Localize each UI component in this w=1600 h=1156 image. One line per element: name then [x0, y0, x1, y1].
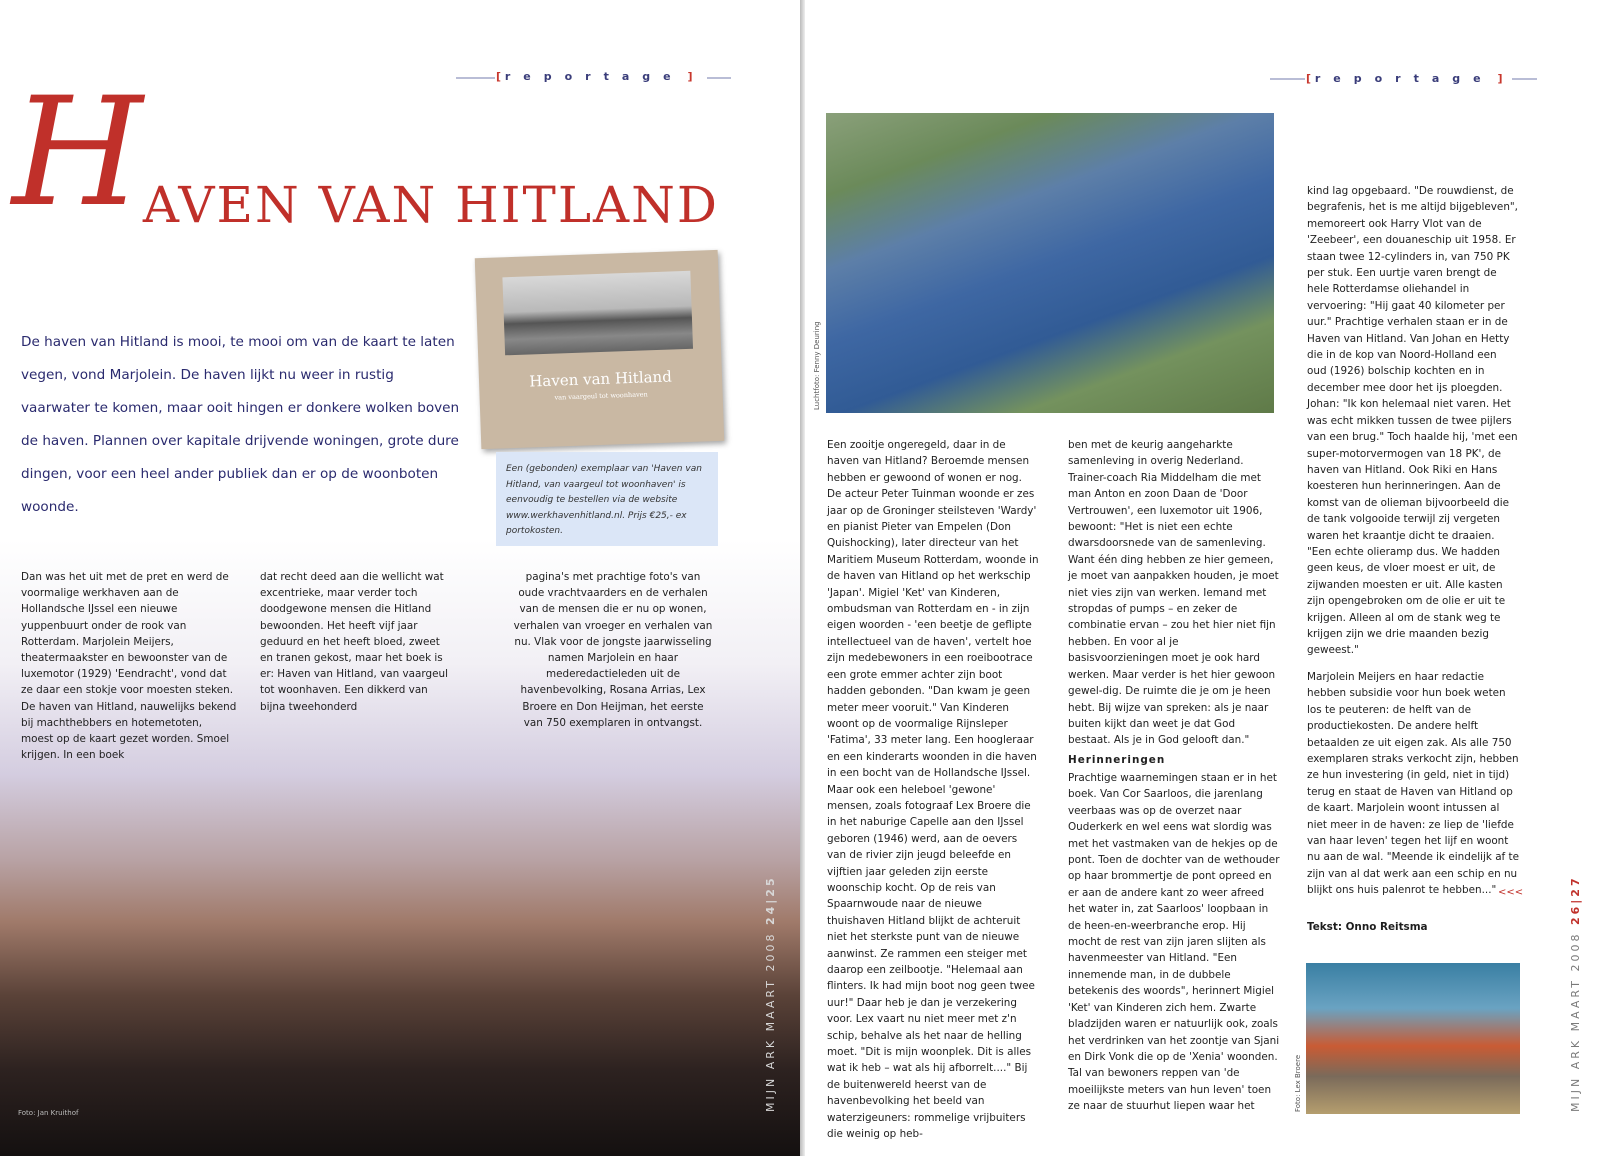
section-kicker-right: [ reportage ] — [1306, 72, 1503, 85]
page-folio-right — [1569, 875, 1582, 1112]
photo-credit: Foto: Jan Kruithof — [18, 1109, 79, 1117]
kicker-label: reportage — [504, 70, 684, 83]
aerial-harbour-photo — [826, 113, 1274, 413]
right-column-3a: kind lag opgebaard. "De rouwdienst, de begrafenis, het is me altijd bijgebleven", memoreert ook Harry Vlot van de 'Zeebeer', een douaneschip uit 1958. Er staan twee 12-cylinders in, van 750 PK per stuk. Een uurtje varen brengt de hele Rotterdamse oliehandel in vervoering: "Hij gaat 40 kilometer per uur." Prachtige verhalen staan er in de Haven van Hitland. Van Johan en Hetty die in de kop van Noord-Holland een oud (1926) bolschip kochten en in december mee door het ijs ploegden. Johan: "Ik kon helemaal niet varen. Het was echt mikken tussen de twee pijlers van een brug." Toch haalde hij, 'met een super-motorvermogen van 18 PK', de haven van Hitland. Ook Riki en Hans koesteren hun herinneringen. Aan de komst van de olieman bijvoorbeeld die de tank volgooide terwijl zij vergeten waren het kraantje dicht te draaien. "Een echte olieramp dus. We hadden geen keus, de vloer moest er uit, de zijwanden moesten er uit. Alle kasten zijn opengebroken om de olie er uit te krijgen. Alleen al om de stank weg te krijgen zijn we drie maanden bezig geweest." — [1307, 185, 1518, 657]
body-column-1: Dan was het uit met de pret en werd de voormalige werkhaven aan de Hollandsche IJssel een nieuwe yuppenbuurt onder de rook van Rotterdam. Marjolein Meijers, theatermaakster en bewoonster van de luxemotor (1929) 'Eendracht', vond dat ze daar een stokje voor moesten steken. De haven van Hitland, nauwelijks bekend bij machthebbers en hotemetoten, moest op de kaart gezet worden. Smoel krijgen. In een boek — [21, 571, 237, 762]
author-signature: Tekst: Onno Reitsma — [1307, 921, 1428, 933]
kicker-line-right — [1270, 78, 1305, 80]
moored-boats-photo — [1306, 963, 1520, 1114]
book-cover-photo — [502, 271, 693, 356]
body-column-3: pagina's met prachtige foto's van oude vrachtvaarders en de verhalen van de mensen die er nu op wonen, verhalen van vroeger en verhalen van nu. Vlak voor de jongste jaarwisseling namen Marjolein en haar mederedactieleden uit de havenbevolking, Rosana Arrias, Lex Broere en Don Heijman, het eerste van 750 exemplaren in ontvangst. — [513, 571, 713, 729]
order-caption: Een (gebonden) exemplaar van 'Haven van Hitland, van vaargeul tot woonhaven' is eenvoudig te bestellen via de website www.werkhavenhitland.nl. Prijs €25,- ex portokosten. — [496, 452, 718, 546]
folio-text: MIJN ARK MAART 2008 — [764, 931, 777, 1112]
right-column-2a: ben met de keurig aangeharkte samenleving in overig Nederland. Trainer-coach Ria Middelham die met man Anton en zoon Daan de 'Door Vertrouwen', een luxemotor uit 1906, bewoont: "Het is niet een echte dwarsdoorsnede van de samenleving. Want één ding hebben ze hier gemeen, je moet van aanpakken houden, je moet niet vies zijn van werken. Iemand met stropdas of pumps – en zeker de combinatie ervan – zou het hier niet fijn hebben. En voor al je basisvoorzieningen moet je ook hard werken. Maar verder is het hier gewoon gewel-dig. De ruimte die je om je heen hebt. Bij wijze van spreken: als je naar buiten kijkt dan weet je dat God bestaat. Als je in God gelooft dan." — [1068, 439, 1279, 747]
kicker-label-right: reportage — [1314, 72, 1494, 85]
end-mark: <<< — [1498, 887, 1524, 898]
section-kicker: [ reportage ] — [496, 70, 693, 83]
right-column-3b: Marjolein Meijers en haar redactie hebben subsidie voor hun boek weten los te peuteren: de helft van de productiekosten. De andere helft betaalden ze uit eigen zak. Als alle 750 exemplaren straks verkocht zijn, hebben ze hun investering (in geld, niet in tijd) terug en staat de Haven van Hitland op de kaart. Marjolein woont intussen al niet meer in de haven: ze liep de 'liefde van haar leven' tegen het lijf en woont nu aan de wal. "Meende ik eindelijk af te zijn van al dat werk aan een schip en nu blijkt ons huis palenrot te hebben..." — [1307, 671, 1519, 897]
kicker-line-right — [1512, 78, 1537, 80]
book-cover — [475, 250, 725, 449]
intro-paragraph: De haven van Hitland is mooi, te mooi om van de kaart te laten vegen, vond Marjolein. De haven lijkt nu weer in rustig vaarwater te komen, maar ooit hingen er donkere wolken boven de haven. Plannen over kapitale drijvende woningen, grote dure dingen, voor een heel ander publiek dan er op de woonboten woonde. — [21, 334, 460, 515]
aerial-photo-credit: Luchtfoto: Fenny Deuring — [813, 321, 821, 410]
folio-text-right: MIJN ARK MAART 2008 — [1569, 931, 1582, 1112]
page-folio — [764, 875, 777, 1112]
title-rest: AVEN VAN HITLAND — [142, 176, 720, 234]
body-column-2: dat recht deed aan die wellicht wat excentrieke, maar verder toch doodgewone mensen die Hitland bewoonden. Het heeft vijf jaar geduurd en het heeft bloed, zweet en tranen gekost, maar het boek is er: Haven van Hitland, van vaargeul tot woonhaven. Een dikkerd van bijna tweehonderd — [260, 571, 448, 713]
right-column-2b: Prachtige waarnemingen staan er in het boek. Van Cor Saarloos, die jarenlang veerbaas was op de overzet naar Ouderkerk en wel eens wat slordig was met het vastmaken van de hekjes op de pont. Toen de dochter van de wethouder op haar brommertje de pont opreed en er aan de andere kant zo weer afreed het water in, zat Saarloos' loopbaan in de heen-en-weerbranche erop. Hij mocht de rest van zijn jaren slijten als havenmeester van Hitland. "Een innemende man, in de dubbele betekenis des woords", herinnert Migiel 'Ket' van Kinderen zich hem. Zwarte bladzijden waren er natuurlijk ook, zoals het verdrinken van het zoontje van Sjani en Dirk Vonk die op de 'Xenia' woonden. Tal van bewoners reppen van 'de moeilijkste meters van hun leven' toen ze naar de stuurhut liepen waar het — [1068, 772, 1280, 1113]
small-photo-credit: Foto: Lex Broere — [1294, 1054, 1302, 1112]
page-number: 24|25 — [764, 875, 777, 926]
book-subtitle: van vaargeul tot woonhaven — [554, 390, 648, 402]
subheading: Herinneringen — [1068, 754, 1166, 766]
page-number-right: 26|27 — [1569, 875, 1582, 926]
book-title: Haven van Hitland — [528, 367, 673, 391]
title-initial: H — [12, 66, 143, 240]
right-column-1: Een zooitje ongeregeld, daar in de haven van Hitland? Beroemde mensen hebben er gewoond of wonen er nog. De acteur Peter Tuinman woonde er zes jaar op de Groninger steilsteven 'Wardy' en pianist Pieter van Empelen (Don Quishocking), later directeur van het Maritiem Museum Rotterdam, woonde in de haven van Hitland op het werkschip 'Japan'. Migiel 'Ket' van Kinderen, ombudsman van Rotterdam en - in zijn eigen woorden - 'een beetje de geflipte intellectueel van de haven', vertelt hoe zijn medebewoners in een roeibootrace een grote emmer achter zijn boot hadden gebonden. "Dan kwam je geen meter meer vooruit." Van Kinderen woont op de voormalige Rijnsleper 'Fatima', 33 meter lang. Een hoogleraar en een kinderarts woonden in die haven in een bocht van de Hollandsche IJssel. Maar ook een heleboel 'gewone' mensen, zoals fotograaf Lex Broere die in het naburige Capelle aan den IJssel geboren (1946) werd, aan de oevers van de rivier zijn jeugd beleefde en vijftien jaar geleden zijn eerste woonschip kocht. Op de reis van Spaarnwoude naar de nieuwe thuishaven Hitland blijkt de achteruit niet het sterkste punt van de nieuwe aanwinst. Ze rammen een steiger met daarop een zeilbootje. "Helemaal aan flinters. Ik had mijn boot nog geen twee uur!" Daar heb je dan je verzekering voor. Lex vaart nu niet meer met z'n schip, behalve als het naar de helling moet. "Dit is mijn woonplek. Dit is alles wat ik heb – wat als hij afborrelt...." Bij de buitenwereld heerst van de havenbevolking het beeld van waterzigeuners: rommelige vrijbuiters die weinig op heb- — [827, 439, 1039, 1141]
